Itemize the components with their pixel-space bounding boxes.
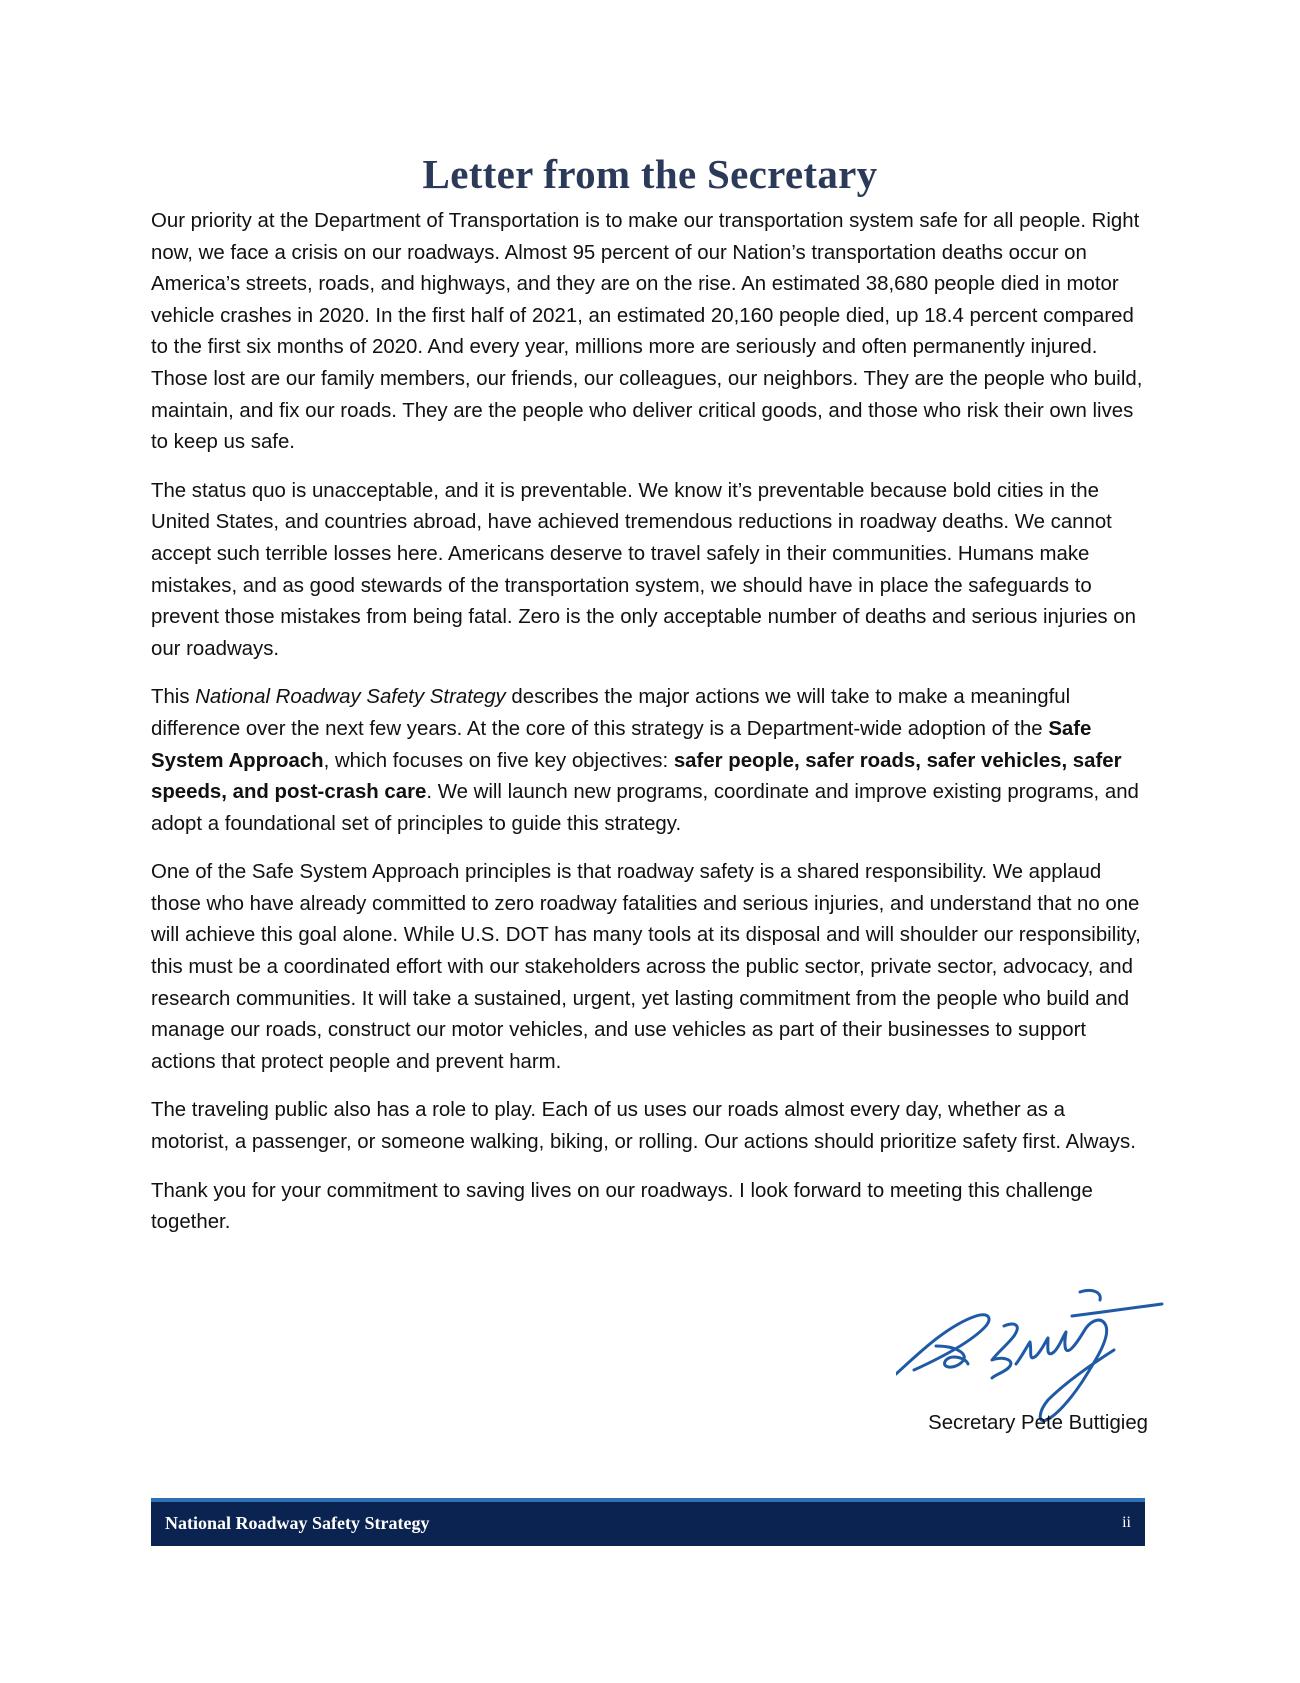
- paragraph-5: The traveling public also has a role to play. Each of us uses our roads almost every day, whether as a motorist, a passenger, or someone walking, biking, or rolling. Our actions should prioritize safety first. Always.: [151, 1099, 1136, 1154]
- signature-name: Secretary Pete Buttigieg: [928, 1412, 1148, 1434]
- signature-stroke-underline: [1072, 1290, 1162, 1316]
- safe-system-approach: Safe System Approach: [151, 717, 1092, 772]
- paragraph-1: Our priority at the Department of Transportation is to make our transportation system safe for all people. Right now, we face a crisis on our roadways. Almost 95 percent of our Nation’s transportation deaths occur on America’s streets, roads, and highways, and they are on the rise. An estimated 38,680 people died in motor vehicle crashes in 2020. In the first half of 2021, an estimated 20,160 people died, up 18.4 percent compared to the first six months of 2020. And every year, millions more are seriously and often permanently injured. Those lost are our family members, our friends, our colleagues, our neighbors. They are the people who build, maintain, and fix our roads. They are the people who deliver critical goods, and those who risk their own lives to keep us safe.: [151, 210, 1143, 454]
- signature-stroke-b: [992, 1324, 1017, 1378]
- paragraph-3-prefix: This: [151, 686, 196, 709]
- footer-bar: [151, 1498, 1145, 1546]
- paragraph-3: [151, 682, 1148, 840]
- page-title: Letter from the Secretary: [422, 151, 878, 197]
- paragraph-6: Thank you for your commitment to saving lives on our roadways. I look forward to meeting this challenge together.: [151, 1179, 1093, 1234]
- key-objectives: safer people, safer roads, safer vehicles, safer speeds, and post-crash care: [151, 749, 1122, 804]
- signature-image: [896, 1286, 1166, 1426]
- footer-title: National Roadway Safety Strategy: [165, 1513, 430, 1533]
- signature-stroke-p: [896, 1315, 989, 1374]
- paragraph-4: One of the Safe System Approach principles is that roadway safety is a shared responsibility. We applaud those who have already committed to zero roadway fatalities and serious injuries, and understand that no one will achieve this goal alone. While U.S. DOT has many tools at its disposal and will shoulder our responsibility, this must be a coordinated effort with our stakeholders across the public sector, private sector, advocacy, and research communities. It will take a sustained, urgent, yet lasting commitment from the people who build and manage our roads, construct our motor vehicles, and use vehicles as part of their businesses to support actions that protect people and prevent harm.: [151, 861, 1141, 1073]
- page-number: ii: [1122, 1514, 1131, 1531]
- letter-body: [151, 206, 1148, 1256]
- paragraph-2: The status quo is unacceptable, and it is preventable. We know it’s preventable because bold cities in the United States, and countries abroad, have achieved tremendous reductions in roadway deaths. We cannot accept such terrible losses here. Americans deserve to travel safely in their communities. Humans make mistakes, and as good stewards of the transportation system, we should have in place the safeguards to prevent those mistakes from being fatal. Zero is the only acceptable number of deaths and serious injuries on our roadways.: [151, 479, 1136, 660]
- strategy-name: National Roadway Safety Strategy: [195, 686, 506, 709]
- signature-stroke-uttigieg: [1016, 1320, 1114, 1421]
- paragraph-3-text-2: , which focuses on five key objectives:: [323, 749, 674, 772]
- paragraph-3-text-1: describes the major actions we will take to make a meaningful difference over the next few years. At the core of this strategy is a Department-wide adoption of the: [151, 686, 1071, 740]
- paragraph-3-text-3: . We will launch new programs, coordinate and improve existing programs, and adopt a foundational set of principles to guide this strategy.: [151, 781, 1139, 835]
